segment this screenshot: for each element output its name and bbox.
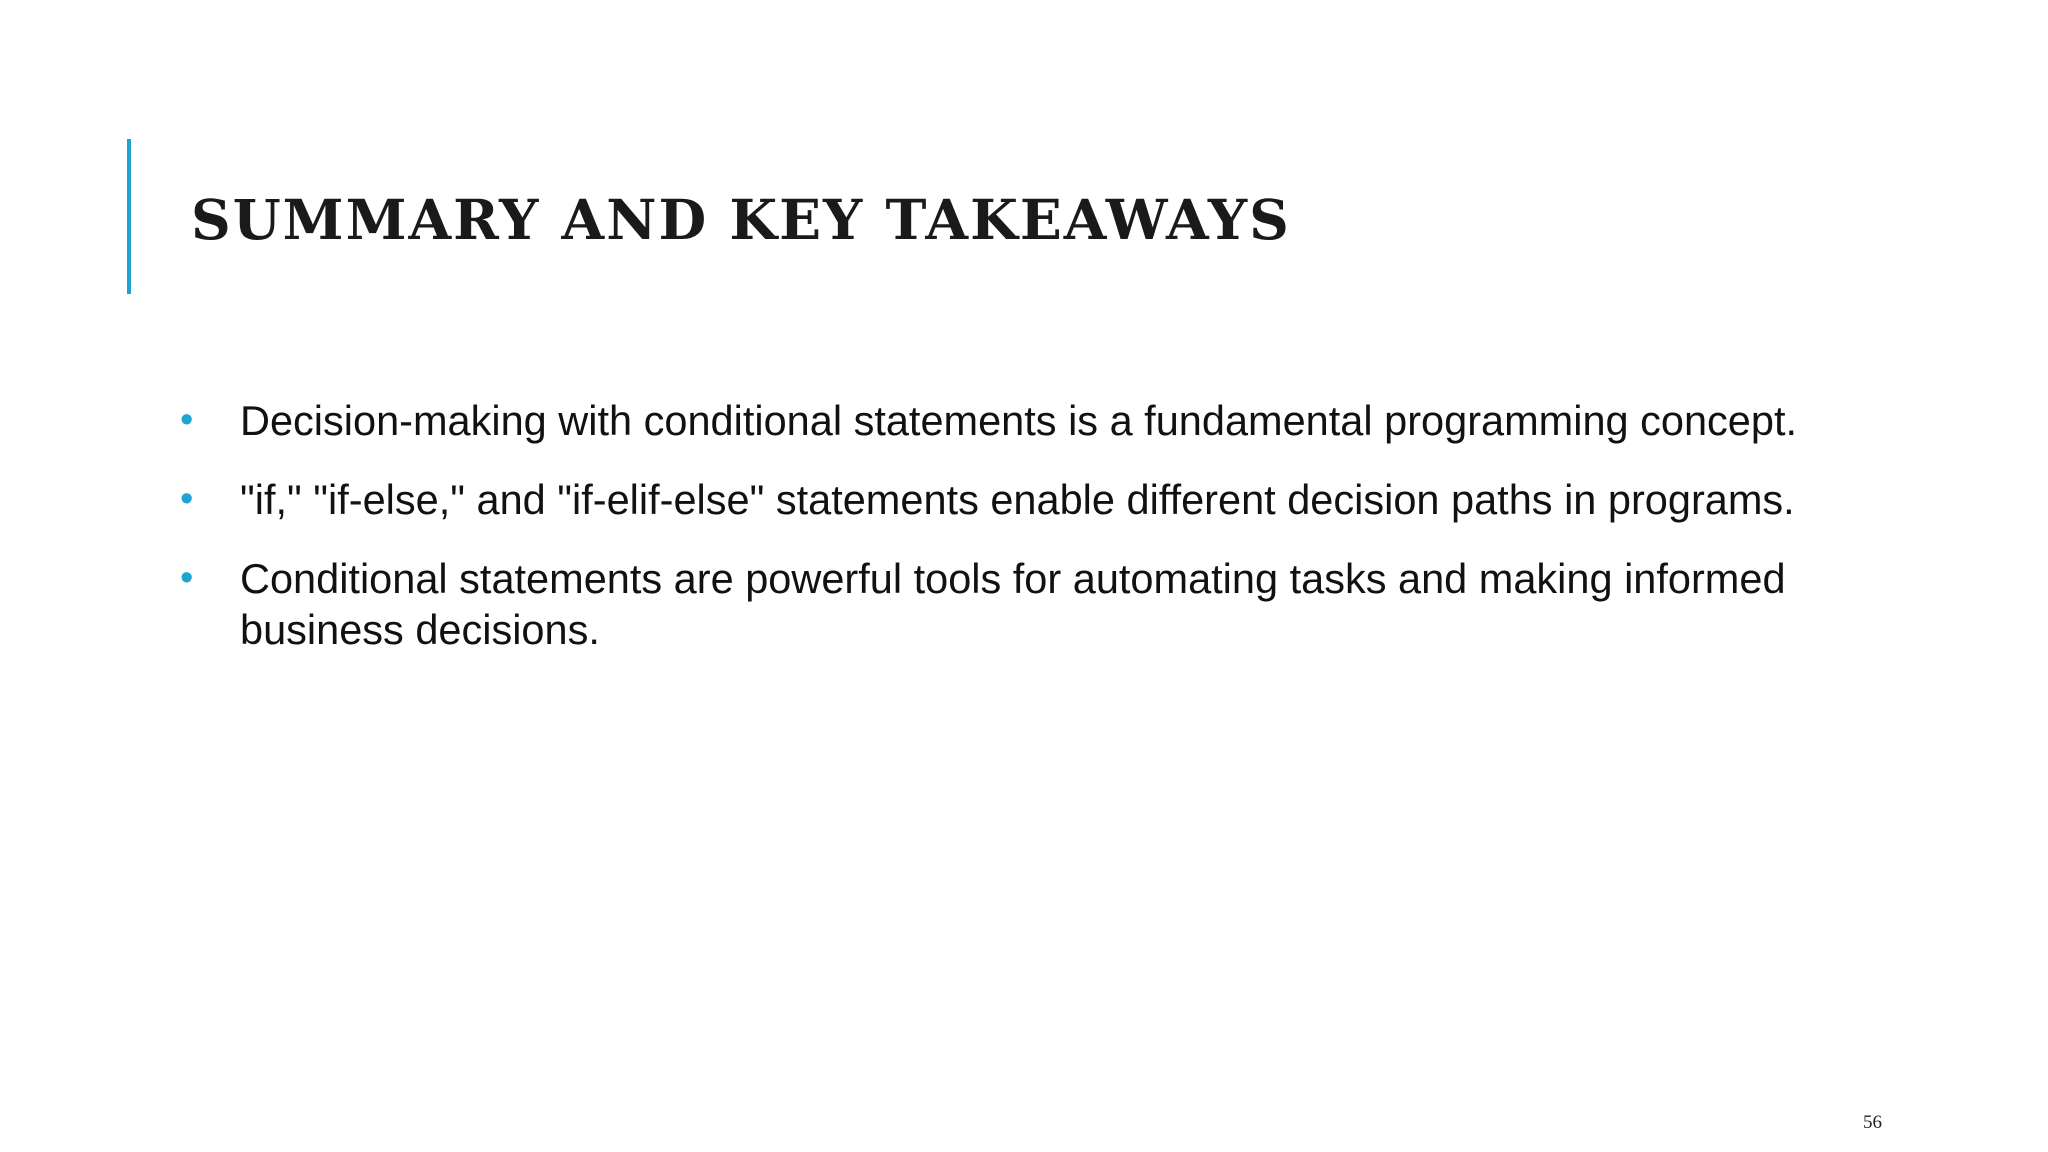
bullet-icon: • [180, 478, 194, 520]
bullet-item [180, 395, 1820, 446]
bullet-item [180, 474, 1820, 525]
title-accent-bar [127, 139, 131, 294]
page-number: 56 [1863, 1112, 1882, 1133]
bullet-text: Conditional statements are powerful tools for automating tasks and making informed business decisions. [240, 555, 1786, 653]
bullet-text: "if," "if-else," and "if-elif-else" statements enable different decision paths in programs. [240, 476, 1795, 523]
bullet-icon: • [180, 557, 194, 599]
bullet-list [180, 395, 1820, 683]
bullet-item [180, 553, 1820, 655]
bullet-icon: • [180, 399, 194, 441]
slide-title: SUMMARY AND KEY TAKEAWAYS [191, 187, 1291, 252]
bullet-text: Decision-making with conditional statements is a fundamental programming concept. [240, 397, 1798, 444]
